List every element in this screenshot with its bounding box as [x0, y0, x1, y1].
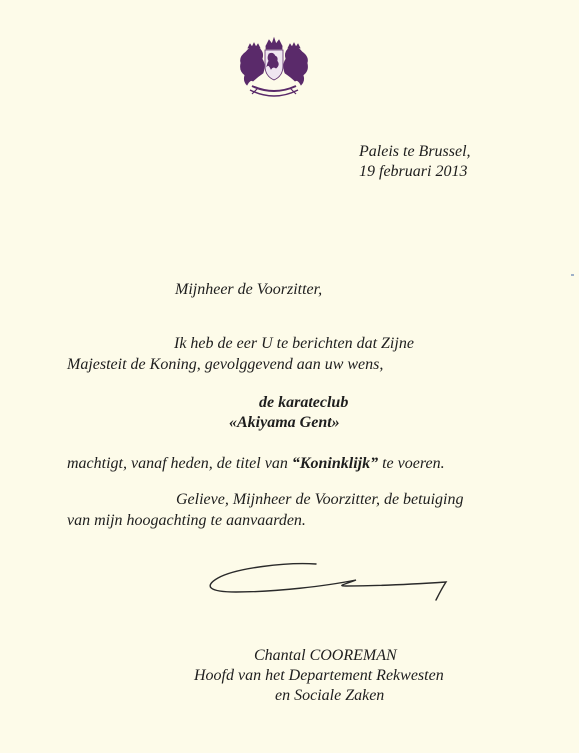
- letter-place: Paleis te Brussel,: [359, 143, 471, 160]
- paper-speck: [571, 274, 574, 276]
- club-line-1: de karateclub: [259, 394, 349, 411]
- letter-date: 19 februari 2013: [359, 163, 468, 180]
- handwritten-signature: [196, 556, 460, 606]
- salutation: Mijnheer de Voorzitter,: [175, 281, 323, 298]
- royal-coat-of-arms-icon: [232, 36, 316, 100]
- signer-name: Chantal COOREMAN: [254, 647, 397, 664]
- body-line-2: Majesteit de Koning, gevolggevend aan uw wens,: [67, 356, 384, 373]
- body-line-3-end: te voeren.: [378, 455, 445, 472]
- signer-title-2: en Sociale Zaken: [275, 687, 385, 704]
- koninklijk-title: “Koninklijk”: [291, 455, 379, 472]
- club-line-2: «Akiyama Gent»: [229, 414, 340, 431]
- signer-title-1: Hoofd van het Departement Rekwesten: [194, 667, 444, 684]
- body-line-3: [67, 454, 445, 474]
- closing-line-1: Gelieve, Mijnheer de Voorzitter, de betuiging: [176, 491, 464, 508]
- body-line-3-start: machtigt, vanaf heden, de titel van: [67, 455, 292, 472]
- body-line-1: Ik heb de eer U te berichten dat Zijne: [174, 335, 414, 352]
- closing-line-2: van mijn hoogachting te aanvaarden.: [67, 512, 306, 529]
